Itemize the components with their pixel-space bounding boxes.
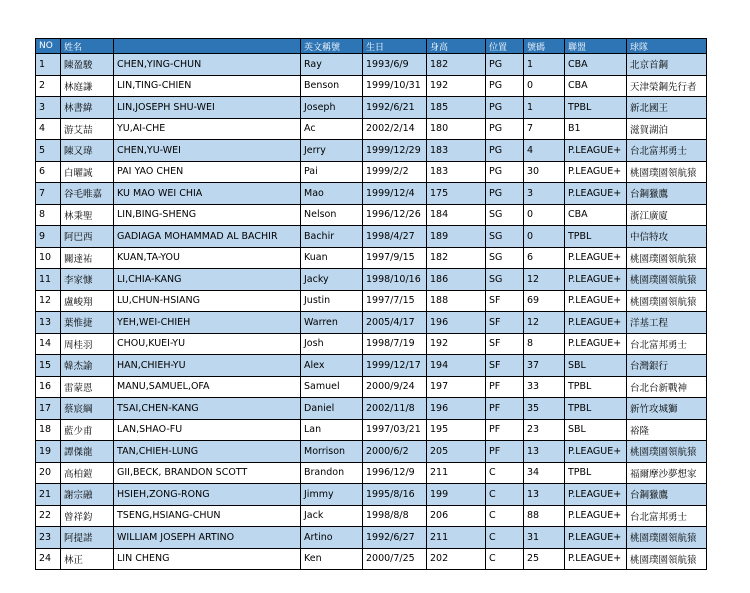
cell-position: C: [486, 505, 524, 527]
cell-english-name: TSAI,CHEN-KANG: [114, 398, 301, 420]
cell-no: 6: [36, 161, 61, 183]
cell-league: P.LEAGUE+: [565, 527, 627, 549]
table-row: [36, 247, 707, 269]
cell-english-name: LIN,JOSEPH SHU-WEI: [114, 97, 301, 119]
cell-height: 199: [427, 484, 486, 506]
cell-nickname: Alex: [301, 355, 363, 377]
cell-no: 7: [36, 183, 61, 205]
cell-position: C: [486, 527, 524, 549]
cell-number: 30: [524, 161, 565, 183]
cell-no: 19: [36, 441, 61, 463]
table-row: [36, 548, 707, 570]
cell-birthday: 1999/12/17: [363, 355, 427, 377]
cell-name: 譚傑龍: [61, 441, 114, 463]
cell-position: PG: [486, 140, 524, 162]
cell-nickname: Josh: [301, 333, 363, 355]
cell-birthday: 2005/4/17: [363, 312, 427, 334]
cell-english-name: CHEN,YING-CHUN: [114, 54, 301, 76]
cell-english-name: GADIAGA MOHAMMAD AL BACHIR: [114, 226, 301, 248]
cell-team: 新竹攻城獅: [627, 398, 707, 420]
cell-position: C: [486, 484, 524, 506]
cell-number: 37: [524, 355, 565, 377]
cell-nickname: Bachir: [301, 226, 363, 248]
cell-position: SG: [486, 269, 524, 291]
cell-name: 葉惟捷: [61, 312, 114, 334]
cell-no: 21: [36, 484, 61, 506]
cell-english-name: CHEN,YU-WEI: [114, 140, 301, 162]
cell-birthday: 1992/6/27: [363, 527, 427, 549]
cell-position: PF: [486, 376, 524, 398]
cell-position: SG: [486, 226, 524, 248]
cell-no: 23: [36, 527, 61, 549]
cell-number: 33: [524, 376, 565, 398]
cell-name: 陳盈駿: [61, 54, 114, 76]
cell-number: 0: [524, 226, 565, 248]
table-row: [36, 484, 707, 506]
cell-height: 186: [427, 269, 486, 291]
cell-height: 211: [427, 527, 486, 549]
cell-number: 6: [524, 247, 565, 269]
cell-birthday: 1998/10/16: [363, 269, 427, 291]
cell-no: 2: [36, 75, 61, 97]
cell-height: 185: [427, 97, 486, 119]
cell-nickname: Artino: [301, 527, 363, 549]
cell-no: 8: [36, 204, 61, 226]
cell-number: 69: [524, 290, 565, 312]
cell-height: 196: [427, 398, 486, 420]
table-row: [36, 376, 707, 398]
cell-nickname: Mao: [301, 183, 363, 205]
cell-height: 192: [427, 75, 486, 97]
cell-english-name: TSENG,HSIANG-CHUN: [114, 505, 301, 527]
cell-english-name: KUAN,TA-YOU: [114, 247, 301, 269]
cell-league: SBL: [565, 355, 627, 377]
cell-team: 桃園璞園領航猿: [627, 247, 707, 269]
cell-birthday: 2000/6/2: [363, 441, 427, 463]
cell-position: SG: [486, 247, 524, 269]
cell-team: 台鋼獵鷹: [627, 484, 707, 506]
cell-name: 游艾喆: [61, 118, 114, 140]
cell-number: 12: [524, 312, 565, 334]
cell-position: PF: [486, 398, 524, 420]
cell-height: 175: [427, 183, 486, 205]
header-name: 姓名: [61, 39, 114, 54]
cell-english-name: LAN,SHAO-FU: [114, 419, 301, 441]
cell-position: SF: [486, 312, 524, 334]
table-row: [36, 505, 707, 527]
cell-nickname: Jacky: [301, 269, 363, 291]
cell-height: 183: [427, 140, 486, 162]
cell-team: 新北國王: [627, 97, 707, 119]
cell-team: 桃園璞園領航猿: [627, 269, 707, 291]
cell-league: P.LEAGUE+: [565, 312, 627, 334]
cell-number: 34: [524, 462, 565, 484]
cell-nickname: Ray: [301, 54, 363, 76]
cell-number: 8: [524, 333, 565, 355]
cell-team: 桃園璞園領航猿: [627, 441, 707, 463]
cell-nickname: Warren: [301, 312, 363, 334]
cell-number: 13: [524, 484, 565, 506]
table-row: [36, 419, 707, 441]
header-number: 號碼: [524, 39, 565, 54]
cell-team: 桃園璞園領航猿: [627, 527, 707, 549]
cell-height: 206: [427, 505, 486, 527]
cell-position: PF: [486, 441, 524, 463]
cell-number: 13: [524, 441, 565, 463]
cell-height: 182: [427, 54, 486, 76]
cell-nickname: Kuan: [301, 247, 363, 269]
table-row: [36, 269, 707, 291]
cell-english-name: GII,BECK, BRANDON SCOTT: [114, 462, 301, 484]
cell-height: 192: [427, 333, 486, 355]
cell-name: 周桂羽: [61, 333, 114, 355]
table-row: [36, 226, 707, 248]
cell-no: 18: [36, 419, 61, 441]
cell-height: 182: [427, 247, 486, 269]
cell-team: 北京首鋼: [627, 54, 707, 76]
cell-team: 台灣銀行: [627, 355, 707, 377]
cell-position: PG: [486, 118, 524, 140]
table-row: [36, 204, 707, 226]
cell-name: 阿提諾: [61, 527, 114, 549]
cell-name: 曾祥鈞: [61, 505, 114, 527]
table-row: [36, 312, 707, 334]
roster-table: [35, 38, 707, 570]
cell-english-name: LIN,BING-SHENG: [114, 204, 301, 226]
table-row: [36, 161, 707, 183]
cell-name: 林庭謙: [61, 75, 114, 97]
cell-nickname: Brandon: [301, 462, 363, 484]
cell-english-name: LU,CHUN-HSIANG: [114, 290, 301, 312]
cell-position: C: [486, 462, 524, 484]
cell-team: 裕隆: [627, 419, 707, 441]
cell-no: 12: [36, 290, 61, 312]
cell-english-name: WILLIAM JOSEPH ARTINO: [114, 527, 301, 549]
cell-position: PG: [486, 161, 524, 183]
cell-number: 88: [524, 505, 565, 527]
cell-team: 浙江廣廈: [627, 204, 707, 226]
cell-english-name: LIN CHENG: [114, 548, 301, 570]
header-position: 位置: [486, 39, 524, 54]
header-team: 球隊: [627, 39, 707, 54]
cell-league: B1: [565, 118, 627, 140]
cell-no: 1: [36, 54, 61, 76]
cell-name: 雷蒙恩: [61, 376, 114, 398]
cell-number: 7: [524, 118, 565, 140]
cell-birthday: 1997/7/15: [363, 290, 427, 312]
table-row: [36, 75, 707, 97]
cell-number: 3: [524, 183, 565, 205]
cell-birthday: 1998/4/27: [363, 226, 427, 248]
cell-no: 24: [36, 548, 61, 570]
cell-team: 中信特攻: [627, 226, 707, 248]
cell-english-name: LI,CHIA-KANG: [114, 269, 301, 291]
cell-height: 189: [427, 226, 486, 248]
cell-height: 205: [427, 441, 486, 463]
cell-league: P.LEAGUE+: [565, 441, 627, 463]
cell-no: 3: [36, 97, 61, 119]
table-row: [36, 54, 707, 76]
cell-nickname: Samuel: [301, 376, 363, 398]
cell-nickname: Nelson: [301, 204, 363, 226]
table-row: [36, 441, 707, 463]
cell-name: 阿巴西: [61, 226, 114, 248]
cell-birthday: 1997/03/21: [363, 419, 427, 441]
cell-nickname: Jimmy: [301, 484, 363, 506]
table-row: [36, 527, 707, 549]
cell-birthday: 1998/8/8: [363, 505, 427, 527]
cell-no: 13: [36, 312, 61, 334]
cell-birthday: 1999/2/2: [363, 161, 427, 183]
cell-nickname: Daniel: [301, 398, 363, 420]
cell-birthday: 2000/9/24: [363, 376, 427, 398]
cell-nickname: Ac: [301, 118, 363, 140]
cell-team: 台北富邦勇士: [627, 140, 707, 162]
cell-league: P.LEAGUE+: [565, 333, 627, 355]
cell-name: 李家慷: [61, 269, 114, 291]
cell-english-name: KU MAO WEI CHIA: [114, 183, 301, 205]
cell-number: 35: [524, 398, 565, 420]
cell-no: 9: [36, 226, 61, 248]
cell-birthday: 1999/12/4: [363, 183, 427, 205]
cell-league: TPBL: [565, 398, 627, 420]
cell-no: 20: [36, 462, 61, 484]
cell-league: P.LEAGUE+: [565, 247, 627, 269]
cell-league: P.LEAGUE+: [565, 484, 627, 506]
cell-league: TPBL: [565, 462, 627, 484]
cell-position: PG: [486, 183, 524, 205]
cell-english-name: TAN,CHIEH-LUNG: [114, 441, 301, 463]
cell-number: 1: [524, 54, 565, 76]
cell-number: 4: [524, 140, 565, 162]
cell-english-name: HSIEH,ZONG-RONG: [114, 484, 301, 506]
cell-no: 15: [36, 355, 61, 377]
header-no: NO: [36, 39, 61, 54]
cell-name: 盧峻翔: [61, 290, 114, 312]
cell-name: 林書緯: [61, 97, 114, 119]
cell-birthday: 2000/7/25: [363, 548, 427, 570]
cell-position: SG: [486, 204, 524, 226]
cell-height: 197: [427, 376, 486, 398]
header-row: [36, 39, 707, 54]
cell-number: 23: [524, 419, 565, 441]
cell-birthday: 2002/2/14: [363, 118, 427, 140]
header-league: 聯盟: [565, 39, 627, 54]
cell-league: CBA: [565, 54, 627, 76]
cell-team: 台北富邦勇士: [627, 333, 707, 355]
table-row: [36, 355, 707, 377]
cell-team: 天津榮鋼先行者: [627, 75, 707, 97]
cell-league: P.LEAGUE+: [565, 140, 627, 162]
cell-name: 謝宗融: [61, 484, 114, 506]
cell-team: 桃園璞園領航猿: [627, 161, 707, 183]
cell-league: P.LEAGUE+: [565, 548, 627, 570]
cell-name: 谷毛唯嘉: [61, 183, 114, 205]
cell-english-name: YEH,WEI-CHIEH: [114, 312, 301, 334]
cell-team: 桃園璞園領航猿: [627, 548, 707, 570]
cell-no: 14: [36, 333, 61, 355]
cell-birthday: 1999/12/29: [363, 140, 427, 162]
cell-number: 31: [524, 527, 565, 549]
cell-birthday: 1996/12/26: [363, 204, 427, 226]
cell-league: TPBL: [565, 97, 627, 119]
cell-number: 25: [524, 548, 565, 570]
table-row: [36, 118, 707, 140]
cell-name: 林正: [61, 548, 114, 570]
cell-league: CBA: [565, 204, 627, 226]
cell-english-name: CHOU,KUEI-YU: [114, 333, 301, 355]
table-row: [36, 290, 707, 312]
cell-position: PG: [486, 97, 524, 119]
cell-league: TPBL: [565, 226, 627, 248]
header-height: 身高: [427, 39, 486, 54]
cell-height: 183: [427, 161, 486, 183]
cell-league: TPBL: [565, 376, 627, 398]
cell-team: 桃園璞園領航猿: [627, 290, 707, 312]
cell-no: 10: [36, 247, 61, 269]
cell-team: 洋基工程: [627, 312, 707, 334]
header-english-name: [114, 39, 301, 54]
cell-number: 12: [524, 269, 565, 291]
cell-name: 藍少甫: [61, 419, 114, 441]
cell-english-name: YU,AI-CHE: [114, 118, 301, 140]
cell-nickname: Justin: [301, 290, 363, 312]
cell-no: 22: [36, 505, 61, 527]
cell-no: 11: [36, 269, 61, 291]
cell-nickname: Ken: [301, 548, 363, 570]
table-row: [36, 462, 707, 484]
cell-height: 180: [427, 118, 486, 140]
cell-birthday: 1993/6/9: [363, 54, 427, 76]
cell-no: 16: [36, 376, 61, 398]
table-row: [36, 97, 707, 119]
cell-number: 0: [524, 204, 565, 226]
cell-height: 194: [427, 355, 486, 377]
cell-no: 17: [36, 398, 61, 420]
cell-no: 4: [36, 118, 61, 140]
cell-number: 1: [524, 97, 565, 119]
cell-nickname: Joseph: [301, 97, 363, 119]
cell-height: 211: [427, 462, 486, 484]
cell-height: 202: [427, 548, 486, 570]
cell-name: 高柏鎧: [61, 462, 114, 484]
cell-english-name: HAN,CHIEH-YU: [114, 355, 301, 377]
cell-nickname: Morrison: [301, 441, 363, 463]
cell-league: CBA: [565, 75, 627, 97]
cell-team: 台北台新戰神: [627, 376, 707, 398]
cell-league: P.LEAGUE+: [565, 505, 627, 527]
table-row: [36, 183, 707, 205]
cell-position: PG: [486, 75, 524, 97]
cell-number: 0: [524, 75, 565, 97]
cell-league: P.LEAGUE+: [565, 183, 627, 205]
cell-birthday: 1998/7/19: [363, 333, 427, 355]
cell-name: 陳又瑋: [61, 140, 114, 162]
cell-english-name: MANU,SAMUEL,OFA: [114, 376, 301, 398]
cell-nickname: Jack: [301, 505, 363, 527]
cell-name: 韓杰諭: [61, 355, 114, 377]
cell-position: SF: [486, 355, 524, 377]
cell-nickname: Lan: [301, 419, 363, 441]
cell-birthday: 1997/9/15: [363, 247, 427, 269]
cell-league: P.LEAGUE+: [565, 269, 627, 291]
cell-position: C: [486, 548, 524, 570]
cell-height: 195: [427, 419, 486, 441]
cell-birthday: 1992/6/21: [363, 97, 427, 119]
cell-english-name: PAI YAO CHEN: [114, 161, 301, 183]
cell-position: PG: [486, 54, 524, 76]
cell-no: 5: [36, 140, 61, 162]
cell-position: PF: [486, 419, 524, 441]
cell-nickname: Jerry: [301, 140, 363, 162]
cell-height: 184: [427, 204, 486, 226]
cell-name: 白曜誠: [61, 161, 114, 183]
cell-team: 台鋼獵鷹: [627, 183, 707, 205]
table-row: [36, 333, 707, 355]
cell-birthday: 2002/11/8: [363, 398, 427, 420]
cell-birthday: 1996/12/9: [363, 462, 427, 484]
cell-height: 196: [427, 312, 486, 334]
cell-league: SBL: [565, 419, 627, 441]
header-nickname: 英文稱號: [301, 39, 363, 54]
cell-birthday: 1995/8/16: [363, 484, 427, 506]
cell-position: SF: [486, 333, 524, 355]
cell-team: 福爾摩沙夢想家: [627, 462, 707, 484]
cell-name: 林秉聖: [61, 204, 114, 226]
cell-nickname: Pai: [301, 161, 363, 183]
cell-height: 188: [427, 290, 486, 312]
cell-position: SF: [486, 290, 524, 312]
cell-league: P.LEAGUE+: [565, 161, 627, 183]
table-row: [36, 140, 707, 162]
cell-name: 關達祐: [61, 247, 114, 269]
cell-nickname: Benson: [301, 75, 363, 97]
header-birthday: 生日: [363, 39, 427, 54]
cell-birthday: 1999/10/31: [363, 75, 427, 97]
cell-team: 滋賀湖泊: [627, 118, 707, 140]
cell-league: P.LEAGUE+: [565, 290, 627, 312]
table-row: [36, 398, 707, 420]
cell-name: 蔡宸綱: [61, 398, 114, 420]
cell-team: 台北富邦勇士: [627, 505, 707, 527]
cell-english-name: LIN,TING-CHIEN: [114, 75, 301, 97]
